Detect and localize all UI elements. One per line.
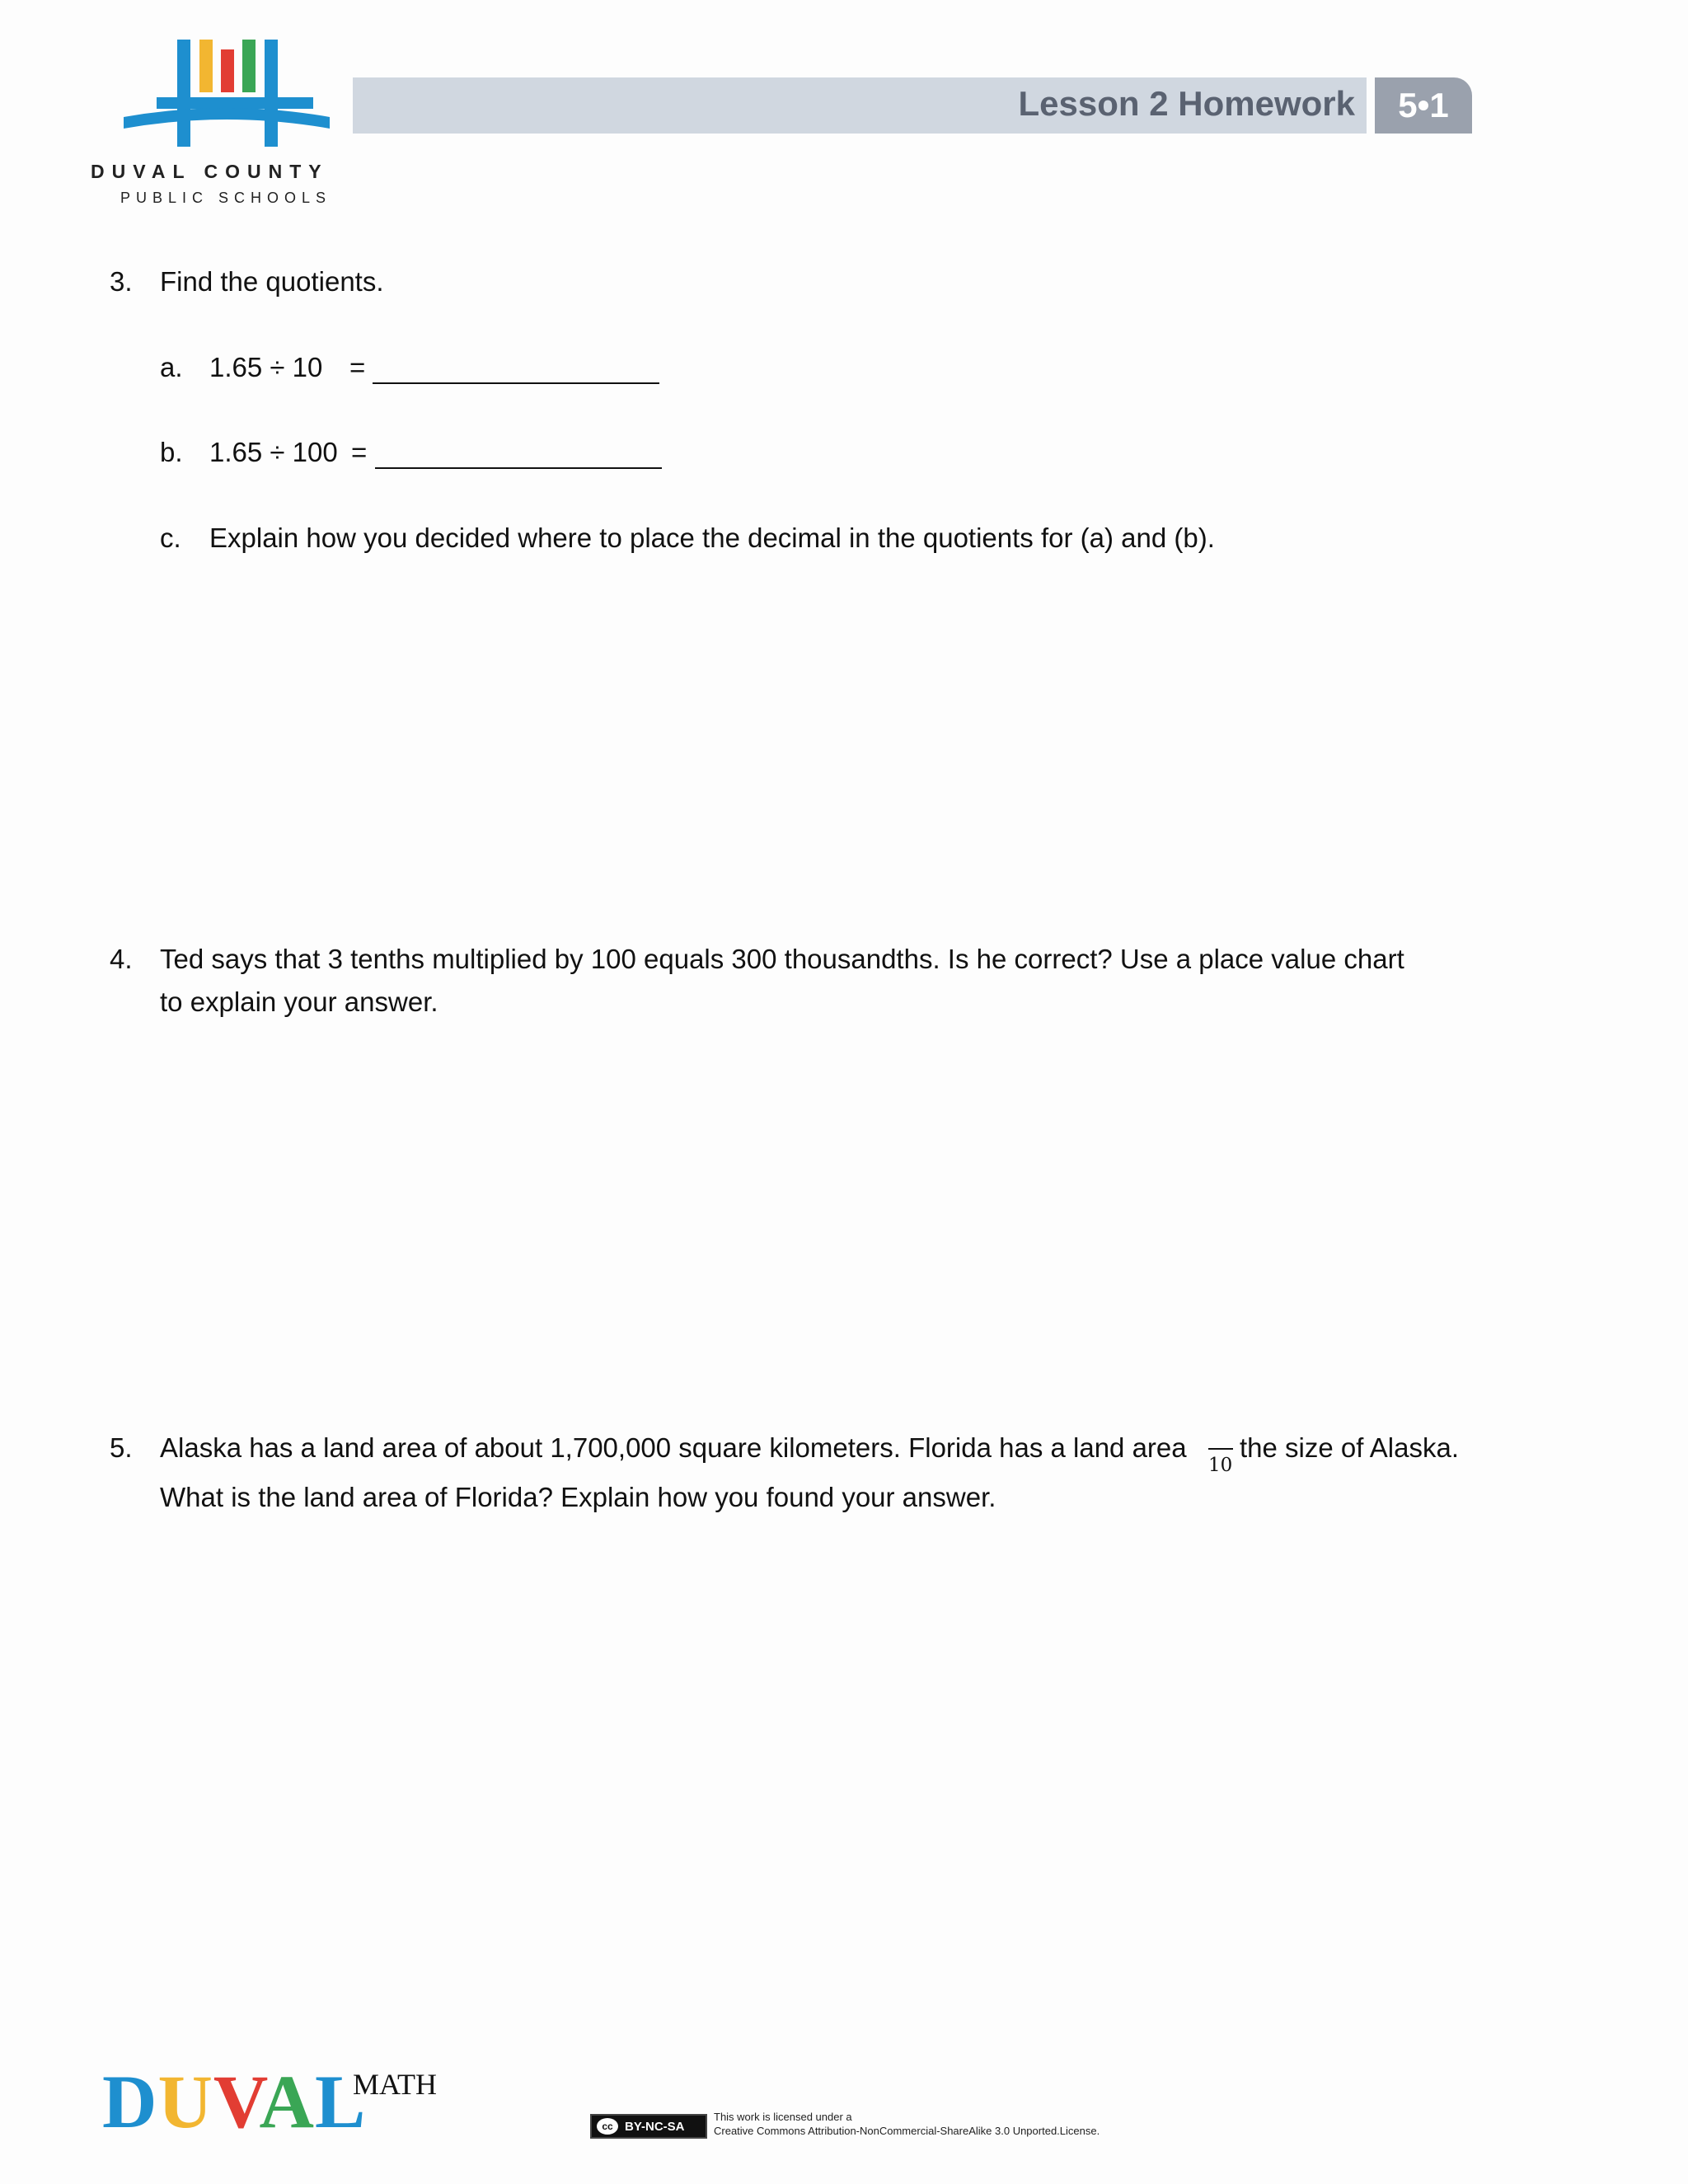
q3a-letter: a. [160,352,183,382]
duval-letter: V [213,2060,260,2144]
creative-commons-badge[interactable] [590,2114,707,2139]
q5-prompt-line1-end: the size of Alaska. [1240,1432,1459,1463]
title-bar [353,77,1367,134]
lesson-title: Lesson 2 Homework [1018,84,1355,123]
district-logo [91,33,363,214]
q3b-expression: 1.65 ÷ 100 [209,437,338,467]
math-label: MATH [353,2068,438,2101]
q3a-answer-blank[interactable] [373,358,659,384]
q4-prompt-line2: to explain your answer. [160,987,438,1017]
q3b-letter: b. [160,437,183,467]
q3-number: 3. [110,266,133,297]
license-line2: Creative Commons Attribution-NonCommercial-ShareAlike 3.0 Unported.License. [714,2125,1100,2137]
license-line1: This work is licensed under a [714,2111,852,2123]
grade-badge: 5•1 [1375,77,1472,134]
q3a-equals: = [349,352,366,382]
q3b-answer-blank[interactable] [375,443,662,469]
q5-number: 5. [110,1432,133,1463]
duval-math-logo [102,2060,366,2143]
fraction-bar [1208,1448,1233,1450]
cc-icon: cc [597,2118,618,2135]
q5-answer-space[interactable] [160,1525,1429,2019]
q3b-equals: = [351,437,368,467]
logo-text-public-schools: PUBLIC SCHOOLS [120,190,332,206]
duval-letter: L [314,2060,367,2144]
q3c-answer-space[interactable] [160,569,1429,915]
duval-letter: A [259,2060,315,2144]
q4-answer-space[interactable] [160,1030,1429,1393]
q5-prompt-line1: Alaska has a land area of about 1,700,000 square kilometers. Florida has a land area [160,1432,1187,1463]
duval-letter: D [102,2060,158,2144]
q3c-letter: c. [160,523,181,553]
fraction-denominator: 10 [1208,1455,1233,1476]
q4-prompt-line1: Ted says that 3 tenths multiplied by 100 equals 300 thousandths. Is he correct? Use a place value chart [160,944,1404,974]
bridge-logo-icon [124,33,330,148]
q5-prompt-line2: What is the land area of Florida? Explain how you found your answer. [160,1482,996,1512]
q4-number: 4. [110,944,133,974]
license-text [714,2110,1100,2138]
cc-badge-label: BY-NC-SA [625,2119,685,2134]
duval-letter: U [157,2060,213,2144]
logo-text-duval-county: DUVAL COUNTY [91,161,329,182]
q3-prompt: Find the quotients. [160,266,384,297]
q3a-expression: 1.65 ÷ 10 [209,352,323,382]
q3c-prompt: Explain how you decided where to place the decimal in the quotients for (a) and (b). [209,523,1215,553]
